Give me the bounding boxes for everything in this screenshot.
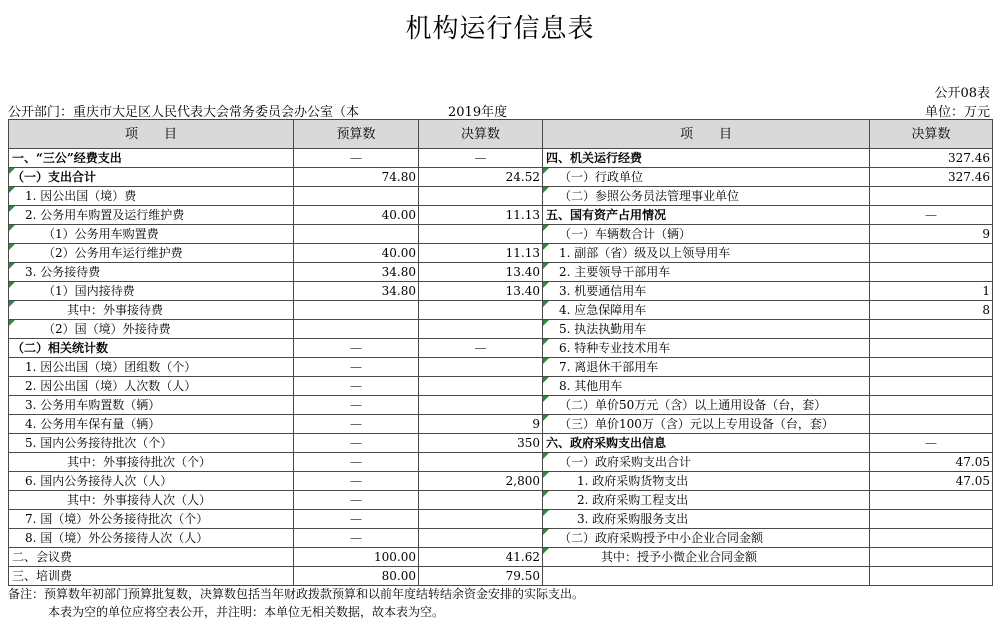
final-cell: 13.40	[419, 263, 543, 282]
left-item-cell: （1）国内接待费	[9, 282, 294, 301]
table-row	[9, 301, 993, 320]
table-row	[9, 567, 993, 586]
final-cell	[419, 491, 543, 510]
right-item-cell: 4. 应急保障用车	[543, 301, 870, 320]
right-final-cell: —	[870, 434, 993, 453]
right-item-cell: （二）参照公务员法管理事业单位	[543, 187, 870, 206]
budget-cell: —	[294, 529, 419, 548]
right-item-cell: 5. 执法执勤用车	[543, 320, 870, 339]
left-item-cell: 2. 公务用车购置及运行维护费	[9, 206, 294, 225]
note-line: 本表为空的单位应将空表公开，并注明：本单位无相关数据，故本表为空。	[48, 605, 445, 619]
header-final-left: 决算数	[419, 120, 543, 149]
right-item-cell: 六、政府采购支出信息	[543, 434, 870, 453]
right-final-cell: 1	[870, 282, 993, 301]
final-cell	[419, 529, 543, 548]
right-item-cell: （三）单价100万（含）元以上专用设备（台，套）	[543, 415, 870, 434]
table-row	[9, 396, 993, 415]
left-item-cell: 其中：外事接待批次（个）	[9, 453, 294, 472]
left-item-cell: 二、会议费	[9, 548, 294, 567]
left-item-cell: 6. 国内公务接待人次（人）	[9, 472, 294, 491]
table-row	[9, 282, 993, 301]
right-final-cell: —	[870, 206, 993, 225]
fiscal-year: 2019年度	[448, 105, 508, 120]
form-number: 公开08表	[934, 86, 990, 101]
table-row	[9, 339, 993, 358]
info-table	[8, 119, 993, 586]
right-item-cell: 6. 特种专业技术用车	[543, 339, 870, 358]
right-final-cell	[870, 263, 993, 282]
budget-cell: 34.80	[294, 282, 419, 301]
right-final-cell	[870, 339, 993, 358]
right-item-cell: （一）政府采购支出合计	[543, 453, 870, 472]
table-row	[9, 548, 993, 567]
right-final-cell	[870, 510, 993, 529]
left-item-cell: 3. 公务接待费	[9, 263, 294, 282]
right-item-cell: 2. 主要领导干部用车	[543, 263, 870, 282]
final-cell: 11.13	[419, 206, 543, 225]
budget-cell: 34.80	[294, 263, 419, 282]
final-cell: 24.52	[419, 168, 543, 187]
header-budget: 预算数	[294, 120, 419, 149]
right-item-cell: 1. 政府采购货物支出	[543, 472, 870, 491]
budget-cell: —	[294, 510, 419, 529]
left-item-cell: 其中：外事接待费	[9, 301, 294, 320]
right-final-cell	[870, 320, 993, 339]
right-item-cell: 3. 政府采购服务支出	[543, 510, 870, 529]
final-cell	[419, 453, 543, 472]
final-cell	[419, 377, 543, 396]
right-final-cell	[870, 491, 993, 510]
left-item-cell: 2. 因公出国（境）人次数（人）	[9, 377, 294, 396]
right-item-cell: （一）行政单位	[543, 168, 870, 187]
page-title: 机构运行信息表	[405, 14, 595, 44]
budget-cell: —	[294, 472, 419, 491]
table-row	[9, 472, 993, 491]
budget-cell: —	[294, 491, 419, 510]
left-item-cell: 4. 公务用车保有量（辆）	[9, 415, 294, 434]
budget-cell: —	[294, 339, 419, 358]
final-cell	[419, 225, 543, 244]
right-final-cell	[870, 377, 993, 396]
right-final-cell	[870, 358, 993, 377]
budget-cell: —	[294, 377, 419, 396]
budget-cell: —	[294, 396, 419, 415]
final-cell: 11.13	[419, 244, 543, 263]
budget-cell: 74.80	[294, 168, 419, 187]
table-row	[9, 434, 993, 453]
right-final-cell: 9	[870, 225, 993, 244]
right-item-cell: 1. 副部（省）级及以上领导用车	[543, 244, 870, 263]
budget-cell	[294, 320, 419, 339]
final-cell: 2,800	[419, 472, 543, 491]
table-row	[9, 529, 993, 548]
table-row	[9, 206, 993, 225]
right-final-cell	[870, 244, 993, 263]
left-item-cell: （2）国（境）外接待费	[9, 320, 294, 339]
table-row	[9, 244, 993, 263]
left-item-cell: （一）支出合计	[9, 168, 294, 187]
right-item-cell: 其中：授予小微企业合同金额	[543, 548, 870, 567]
final-cell: —	[419, 149, 543, 168]
table-row	[9, 168, 993, 187]
left-item-cell: 5. 国内公务接待批次（个）	[9, 434, 294, 453]
right-item-cell: 五、国有资产占用情况	[543, 206, 870, 225]
header-item-left: 项 目	[9, 120, 294, 149]
table-row	[9, 225, 993, 244]
left-item-cell: 一、“三公”经费支出	[9, 149, 294, 168]
right-final-cell: 327.46	[870, 168, 993, 187]
final-cell	[419, 320, 543, 339]
budget-cell: —	[294, 453, 419, 472]
budget-cell: —	[294, 358, 419, 377]
table-row	[9, 415, 993, 434]
header-final-right: 决算数	[870, 120, 993, 149]
budget-cell	[294, 301, 419, 320]
budget-cell	[294, 187, 419, 206]
unit-label: 单位：万元	[924, 105, 990, 120]
table-row	[9, 149, 993, 168]
final-cell	[419, 301, 543, 320]
right-item-cell: 四、机关运行经费	[543, 149, 870, 168]
budget-cell: —	[294, 149, 419, 168]
department-label: 公开部门：重庆市大足区人民代表大会常务委员会办公室（本	[8, 105, 360, 120]
final-cell: 13.40	[419, 282, 543, 301]
right-item-cell: 8. 其他用车	[543, 377, 870, 396]
table-row	[9, 187, 993, 206]
right-item-cell: 3. 机要通信用车	[543, 282, 870, 301]
table-row	[9, 453, 993, 472]
table-row	[9, 358, 993, 377]
budget-cell	[294, 225, 419, 244]
table-row	[9, 510, 993, 529]
left-item-cell: 1. 因公出国（境）团组数（个）	[9, 358, 294, 377]
table-row	[9, 263, 993, 282]
right-final-cell: 47.05	[870, 453, 993, 472]
budget-cell: —	[294, 434, 419, 453]
header-item-right: 项 目	[543, 120, 870, 149]
left-item-cell: 7. 国（境）外公务接待批次（个）	[9, 510, 294, 529]
left-item-cell: 1. 因公出国（境）费	[9, 187, 294, 206]
budget-cell: 100.00	[294, 548, 419, 567]
left-item-cell: 3. 公务用车购置数（辆）	[9, 396, 294, 415]
right-item-cell: （一）车辆数合计（辆）	[543, 225, 870, 244]
left-item-cell: （二）相关统计数	[9, 339, 294, 358]
table-header-row	[9, 120, 993, 149]
left-item-cell: 8. 国（境）外公务接待人次（人）	[9, 529, 294, 548]
right-final-cell: 327.46	[870, 149, 993, 168]
left-item-cell: （1）公务用车购置费	[9, 225, 294, 244]
table-row	[9, 320, 993, 339]
right-item-cell: 7. 离退休干部用车	[543, 358, 870, 377]
table-row	[9, 377, 993, 396]
final-cell: 350	[419, 434, 543, 453]
info-table-body	[9, 120, 993, 586]
notes	[8, 585, 584, 621]
final-cell	[419, 396, 543, 415]
right-item-cell	[543, 567, 870, 586]
final-cell: 79.50	[419, 567, 543, 586]
final-cell: 9	[419, 415, 543, 434]
final-cell	[419, 510, 543, 529]
table-row	[9, 491, 993, 510]
final-cell	[419, 358, 543, 377]
budget-cell: 40.00	[294, 206, 419, 225]
budget-cell: 80.00	[294, 567, 419, 586]
right-final-cell	[870, 415, 993, 434]
left-item-cell: （2）公务用车运行维护费	[9, 244, 294, 263]
right-item-cell: （二）政府采购授予中小企业合同金额	[543, 529, 870, 548]
final-cell: 41.62	[419, 548, 543, 567]
final-cell	[419, 187, 543, 206]
left-item-cell: 三、培训费	[9, 567, 294, 586]
right-item-cell: （二）单价50万元（含）以上通用设备（台，套）	[543, 396, 870, 415]
right-final-cell	[870, 529, 993, 548]
right-final-cell	[870, 548, 993, 567]
right-final-cell: 8	[870, 301, 993, 320]
left-item-cell: 其中：外事接待人次（人）	[9, 491, 294, 510]
right-final-cell	[870, 567, 993, 586]
note-line: 备注：预算数年初部门预算批复数，决算数包括当年财政拨款预算和以前年度结转结余资金安排的实际支出。	[8, 587, 585, 601]
right-final-cell: 47.05	[870, 472, 993, 491]
final-cell: —	[419, 339, 543, 358]
budget-cell: —	[294, 415, 419, 434]
right-final-cell	[870, 187, 993, 206]
budget-cell: 40.00	[294, 244, 419, 263]
right-final-cell	[870, 396, 993, 415]
right-item-cell: 2. 政府采购工程支出	[543, 491, 870, 510]
